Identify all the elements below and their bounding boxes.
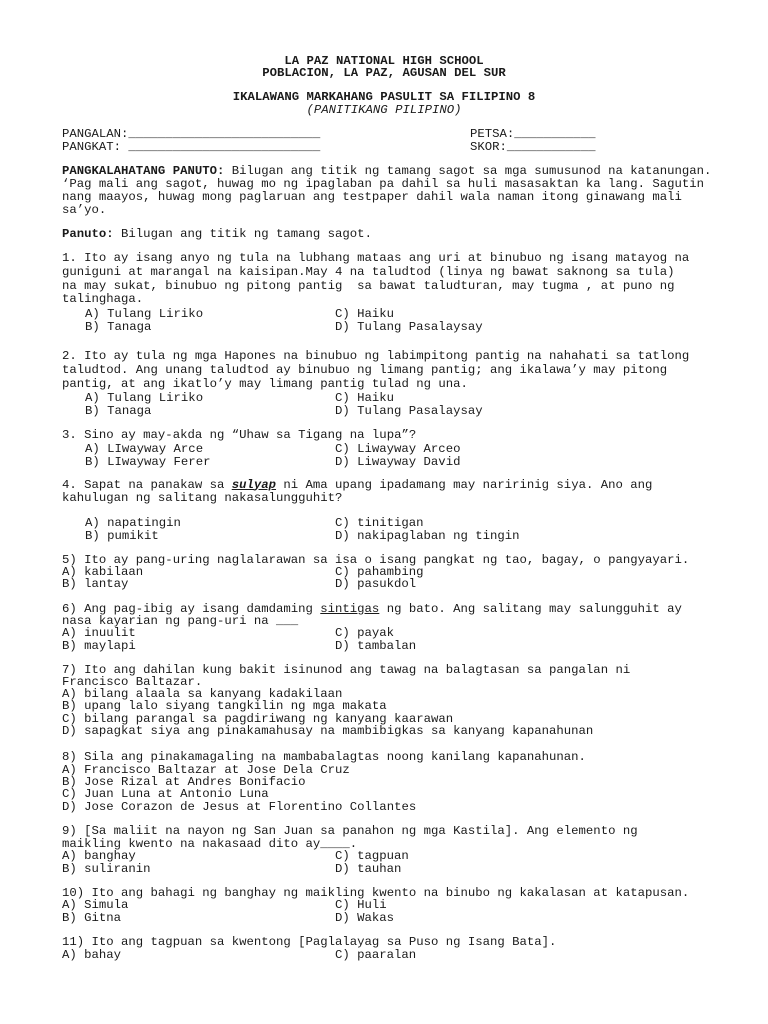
question-10-option-b: B) Gitna [62, 910, 122, 925]
directions-label: Panuto: [62, 226, 114, 241]
question-7-option-a: A) bilang alaala sa kanyang kadakilaan [62, 687, 343, 701]
question-2-options [85, 392, 483, 418]
question-5-option-c: C) pahambing [335, 565, 424, 579]
question-1-text-line: talinghaga. [62, 292, 144, 307]
question-4 [62, 479, 652, 505]
question-8-option-d: D) Jose Corazon de Jesus at Florentino Collantes [62, 799, 417, 814]
directions [62, 228, 372, 241]
question-5-text-line: 5) Ito ay pang-uring naglalarawan sa isa o isang pangkat ng tao, bagay, o pangyayari. [62, 552, 690, 567]
student-fields-left [62, 128, 320, 154]
question-7-option-d: D) sapagkat siya ang pinakamahusay na mambibigkas sa kanyang kapanahunan [62, 723, 594, 738]
question-3-options [85, 443, 460, 469]
question-6-text-before: 6) Ang pag-ibig ay isang damdaming [62, 601, 321, 616]
question-1-option-c: C) Haiku [335, 306, 395, 321]
question-4-option-d: D) nakipaglaban ng tingin [335, 528, 520, 543]
question-9-option-d: D) tauhan [335, 861, 402, 876]
question-11-option-a: A) bahay [62, 947, 122, 962]
question-2-text-line: 2. Ito ay tula ng mga Hapones na binubuo ng labimpitong pantig na nahahati sa tatlong [62, 349, 690, 363]
question-6-options [62, 627, 416, 653]
question-8-option-b: B) Jose Rizal at Andres Bonifacio [62, 775, 306, 790]
general-instructions-label: PANGKALAHATANG PANUTO: [62, 163, 225, 178]
question-10-text-line: 10) Ito ang bahagi ng banghay ng maikling kwento na binubo ng kakalasan at katapusan. [62, 885, 690, 900]
question-1-text-line: 1. Ito ay isang anyo ng tula na lubhang mataas ang uri at binubuo ng isang matayog na [62, 251, 690, 265]
question-4-option-b: B) pumikit [85, 528, 159, 543]
question-1-option-a: A) Tulang Liriko [85, 306, 204, 321]
question-11-options [62, 949, 416, 962]
question-11-option-c: C) paaralan [335, 947, 417, 962]
question-1-text-line: na may sukat, binubuo ng pitong pantig sa bawat taludturan, may tugma , at puno ng [62, 278, 675, 293]
question-1-options [85, 308, 483, 334]
question-5-option-d: D) pasukdol [335, 577, 417, 591]
question-9-text-line: maikling kwento na nakasaad dito ay____. [62, 836, 358, 851]
question-4-option-a: A) napatingin [85, 515, 181, 530]
question-2-text-line: pantig, at ang ikatlo’y may limang pantig tulad ng una. [62, 377, 468, 391]
question-3-text-line: 3. Sino ay may-akda ng “Uhaw sa Tigang na lupa”? [62, 427, 417, 442]
question-9-options [62, 850, 409, 876]
question-6-option-a: A) inuulit [62, 625, 136, 640]
question-4-text-line [62, 479, 652, 492]
question-3-option-c: C) Liwayway Arceo [335, 441, 461, 456]
general-instructions-line: ‘Pag mali ang sagot, huwag mo ng ipaglaban pa dahil sa huli masasaktan ka lang. Sagutin [62, 176, 705, 191]
question-4-text-line: kahulugan ng salitang nakasalungguhit? [62, 490, 343, 505]
question-4-text-after: ni Ama upang ipadamang may naririnig siya. Ano ang [276, 477, 653, 492]
question-5-option-b: B) lantay [62, 577, 129, 591]
question-4-underlined-word: sulyap [231, 477, 277, 492]
question-1-text-line: guniguni at marangal na kaisipan.May 4 na taludtod (linya ng bawat saknong sa tula) [62, 264, 675, 279]
question-8-text-line: 8) Sila ang pinakamagaling na mambabalagtas noong kanilang kapanahunan. [62, 750, 586, 764]
question-10-options [62, 899, 394, 925]
question-8-option-a: A) Francisco Baltazar at Jose Dela Cruz [62, 762, 350, 777]
exam-heading [0, 91, 768, 117]
question-2-option-d: D) Tulang Pasalaysay [335, 403, 483, 418]
question-1 [62, 252, 689, 307]
score-field: SKOR:____________ [470, 139, 596, 154]
question-6-underlined-word: sintigas [320, 601, 380, 616]
question-8-options [62, 764, 416, 813]
name-field: PANGALAN:__________________________ [62, 126, 321, 141]
question-3-option-a: A) LIwayway Arce [85, 441, 204, 456]
question-10-option-d: D) Wakas [335, 910, 395, 925]
question-7 [62, 664, 630, 689]
exam-title: IKALAWANG MARKAHANG PASULIT SA FILIPINO 8 [232, 90, 536, 104]
question-6-option-c: C) payak [335, 625, 395, 640]
question-1-option-b: B) Tanaga [85, 319, 152, 334]
question-4-text-before: 4. Sapat na panakaw sa [62, 477, 232, 492]
question-7-text-line: 7) Ito ang dahilan kung bakit isinunod ang tawag na balagtasan sa pangalan ni [62, 662, 631, 677]
question-5-options [62, 566, 424, 590]
question-7-options [62, 688, 593, 737]
question-2-option-a: A) Tulang Liriko [85, 390, 204, 405]
question-3 [62, 429, 416, 442]
question-9-option-a: A) banghay [62, 848, 136, 863]
general-instructions [62, 165, 711, 217]
question-6-text-after: ng bato. Ang salitang may salungguhit ay [379, 601, 682, 616]
question-2-option-b: B) Tanaga [85, 403, 152, 418]
directions-text: Bilugan ang titik ng tamang sagot. [121, 226, 372, 241]
school-name: LA PAZ NATIONAL HIGH SCHOOL [284, 54, 484, 68]
question-7-text-line: Francisco Baltazar. [62, 675, 203, 690]
general-instructions-line: sa’yo. [62, 202, 107, 217]
question-2-text-line: taludtod. Ang unang taludtod ay binubuo ng limang pantig; ang ikalawa’y may pitong [62, 363, 668, 377]
question-4-options [85, 517, 519, 543]
school-address: POBLACION, LA PAZ, AGUSAN DEL SUR [262, 66, 506, 80]
question-7-option-b: B) upang lalo siyang tangkilin ng mga makata [62, 699, 387, 714]
exam-subtitle: (PANITIKANG PILIPINO) [306, 103, 462, 117]
question-9-text-line: 9) [Sa maliit na nayon ng San Juan sa panahon ng mga Kastila]. Ang elemento ng [62, 823, 638, 838]
question-6-option-b: B) maylapi [62, 638, 136, 653]
question-10-option-a: A) Simula [62, 897, 129, 912]
question-9 [62, 825, 638, 851]
question-3-option-d: D) Liwayway David [335, 454, 461, 469]
student-fields-right [470, 128, 595, 154]
question-11-text-line: 11) Ito ang tagpuan sa kwentong [Paglalayag sa Puso ng Isang Bata]. [62, 934, 557, 949]
question-8-option-c: C) Juan Luna at Antonio Luna [62, 787, 269, 802]
question-2 [62, 349, 689, 391]
question-6-option-d: D) tambalan [335, 638, 417, 653]
question-10-option-c: C) Huli [335, 897, 387, 912]
question-4-option-c: C) tinitigan [335, 515, 424, 530]
question-7-option-c: C) bilang parangal sa pagdiriwang ng kanyang kaarawan [62, 711, 454, 726]
question-1-option-d: D) Tulang Pasalaysay [335, 319, 483, 334]
question-5-option-a: A) kabilaan [62, 565, 144, 579]
school-header [0, 55, 768, 79]
general-instructions-line: nang maayos, huwag mong paglaruan ang testpaper dahil wala naman itong ginawang mali [62, 189, 682, 204]
question-11 [62, 936, 556, 949]
question-6-text-line: nasa kayarian ng pang-uri na ___ [62, 614, 299, 628]
general-instructions-line: Bilugan ang titik ng tamang sagot sa mga sumusunod na katanungan. [231, 163, 712, 178]
question-9-option-c: C) tagpuan [335, 848, 409, 863]
date-field: PETSA:___________ [470, 126, 596, 141]
question-3-option-b: B) LIwayway Ferer [85, 454, 211, 469]
question-6 [62, 603, 682, 628]
question-2-option-c: C) Haiku [335, 390, 395, 405]
section-field: PANGKAT: __________________________ [62, 139, 321, 154]
question-9-option-b: B) suliranin [62, 861, 151, 876]
